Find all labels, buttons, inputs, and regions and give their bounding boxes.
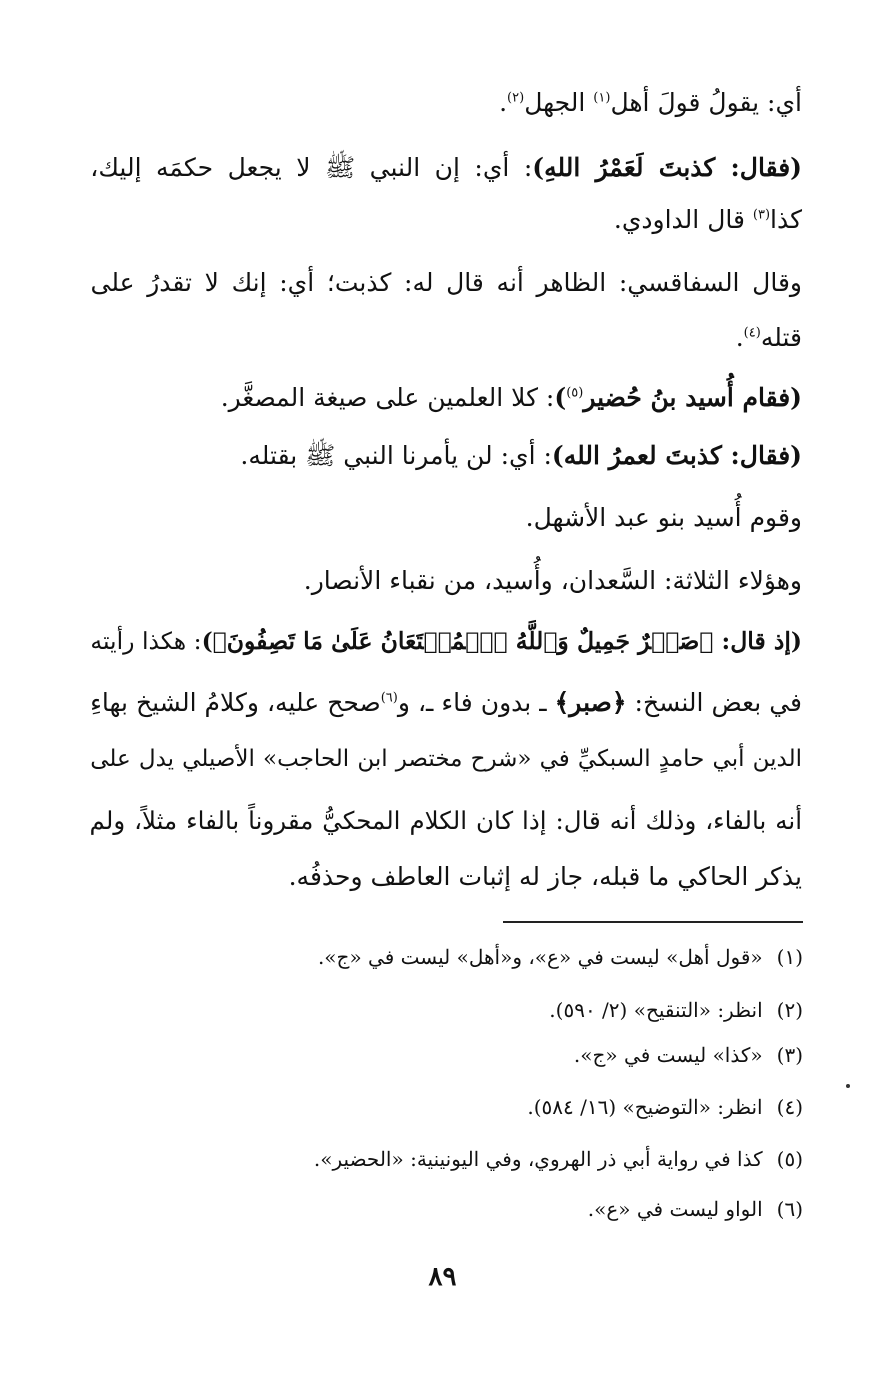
bold-quote: ﴿صبر﴾ bbox=[554, 688, 627, 717]
text-line bbox=[90, 746, 802, 772]
bold-quote: (فقام أُسيد بنُ حُضير bbox=[583, 383, 802, 412]
page-number: ٨٩ bbox=[428, 1262, 457, 1292]
text-line bbox=[221, 383, 802, 412]
footnote-text: انظر: «التنقيح» (٢/ ٥٩٠). bbox=[549, 998, 763, 1022]
footnote-number: (٥) bbox=[776, 1147, 803, 1171]
footnote-text: «كذا» ليست في «ج». bbox=[573, 1043, 763, 1067]
text-run: : هكذا رأيته bbox=[90, 627, 202, 655]
margin-dot bbox=[846, 1084, 850, 1088]
text-run: أنه بالفاء، وذلك أنه قال: إذا كان الكلام المحكيُّ مقروناً بالفاء مثلاً، ولم bbox=[89, 806, 802, 835]
footnote-text: الواو ليست في «ع». bbox=[587, 1197, 763, 1221]
footnote bbox=[318, 945, 803, 969]
bold-quote: ) bbox=[554, 383, 567, 412]
footnote-ref: (٢) bbox=[507, 90, 525, 106]
text-line bbox=[614, 205, 802, 234]
text-run: صحح عليه، وكلامُ الشيخ بهاءِ bbox=[90, 688, 381, 717]
text-run: قال الداودي. bbox=[613, 205, 753, 234]
footnote bbox=[527, 1095, 803, 1119]
footnote-number: (٢) bbox=[776, 998, 803, 1022]
footnote-text: انظر: «التوضيح» (١٦/ ٥٨٤). bbox=[527, 1095, 763, 1119]
footnote-text: «قول أهل» ليست في «ع»، و«أهل» ليست في «ج». bbox=[317, 945, 763, 969]
text-run: أي: يقولُ قولَ أهل bbox=[610, 88, 802, 117]
text-line bbox=[736, 323, 802, 352]
bold-quote: (فقال: كذبتَ لعمرُ الله) bbox=[551, 441, 802, 470]
footnote bbox=[574, 1043, 803, 1067]
footnote-ref: (١) bbox=[593, 90, 611, 106]
text-line bbox=[90, 806, 802, 835]
text-run: ـ بدون فاء ـ، و bbox=[397, 688, 555, 717]
text-run: في بعض النسخ: bbox=[626, 688, 802, 717]
footnote-number: (١) bbox=[776, 945, 803, 969]
text-run: كذا bbox=[770, 205, 802, 234]
footnote-number: (٣) bbox=[776, 1043, 803, 1067]
text-line bbox=[240, 440, 802, 477]
bold-quote: (فقال: كذبتَ لَعَمْرُ اللهِ) bbox=[532, 153, 802, 182]
text-run: : كلا العلمين على صيغة المصغَّر. bbox=[220, 383, 555, 412]
footnote-ref: (٤) bbox=[743, 325, 761, 341]
text-line bbox=[90, 688, 802, 717]
footnote bbox=[588, 1197, 803, 1221]
footnote-text: كذا في رواية أبي ذر الهروي، وفي اليونينية: «الحضير». bbox=[313, 1147, 763, 1171]
footnote-ref: (٣) bbox=[752, 207, 771, 223]
footnote bbox=[314, 1147, 803, 1171]
text-line bbox=[90, 152, 802, 189]
text-run: وقال السفاقسي: الظاهر أنه قال له: كذبت؛ أي: إنك لا تقدرُ على bbox=[90, 268, 802, 297]
text-line bbox=[289, 862, 802, 891]
text-run: . bbox=[499, 88, 508, 117]
footnote-number: (٦) bbox=[776, 1197, 803, 1221]
text-line bbox=[91, 268, 803, 297]
footnote-ref: (٥) bbox=[566, 385, 584, 401]
text-run: . bbox=[735, 323, 744, 352]
text-run: الجهل bbox=[524, 88, 594, 117]
text-line bbox=[499, 88, 802, 117]
text-run: قتله bbox=[760, 323, 802, 352]
text-line bbox=[526, 503, 802, 532]
footnote-ref: (٦) bbox=[380, 690, 398, 706]
text-run: وقوم أُسيد بنو عبد الأشهل. bbox=[525, 503, 802, 532]
footnote-number: (٤) bbox=[776, 1095, 803, 1119]
text-run: : أي: لن يأمرنا النبي ﷺ بقتله. bbox=[240, 441, 552, 470]
bold-quote: (إذ قال: ﴿صَبۡرٌ جَمِيلٌ وَٱللَّهُ ٱلۡمُسۡتَعَانُ عَلَىٰ مَا تَصِفُونَ﴾) bbox=[201, 627, 802, 655]
text-run: الدين أبي حامدٍ السبكيِّ في «شرح مختصر ابن الحاجب» الأصيلي يدل على bbox=[90, 746, 802, 772]
text-run: وهؤلاء الثلاثة: السَّعدان، وأُسيد، من نقباء الأنصار. bbox=[303, 566, 802, 595]
text-line bbox=[304, 566, 802, 595]
text-run: يذكر الحاكي ما قبله، جاز له إثبات العاطف وحذفُه. bbox=[288, 862, 802, 891]
text-line bbox=[90, 627, 802, 655]
text-run: : أي: إن النبي ﷺ لا يجعل حكمَه إليك، bbox=[90, 153, 533, 182]
footnote bbox=[549, 998, 803, 1022]
footnote-separator bbox=[503, 921, 803, 923]
